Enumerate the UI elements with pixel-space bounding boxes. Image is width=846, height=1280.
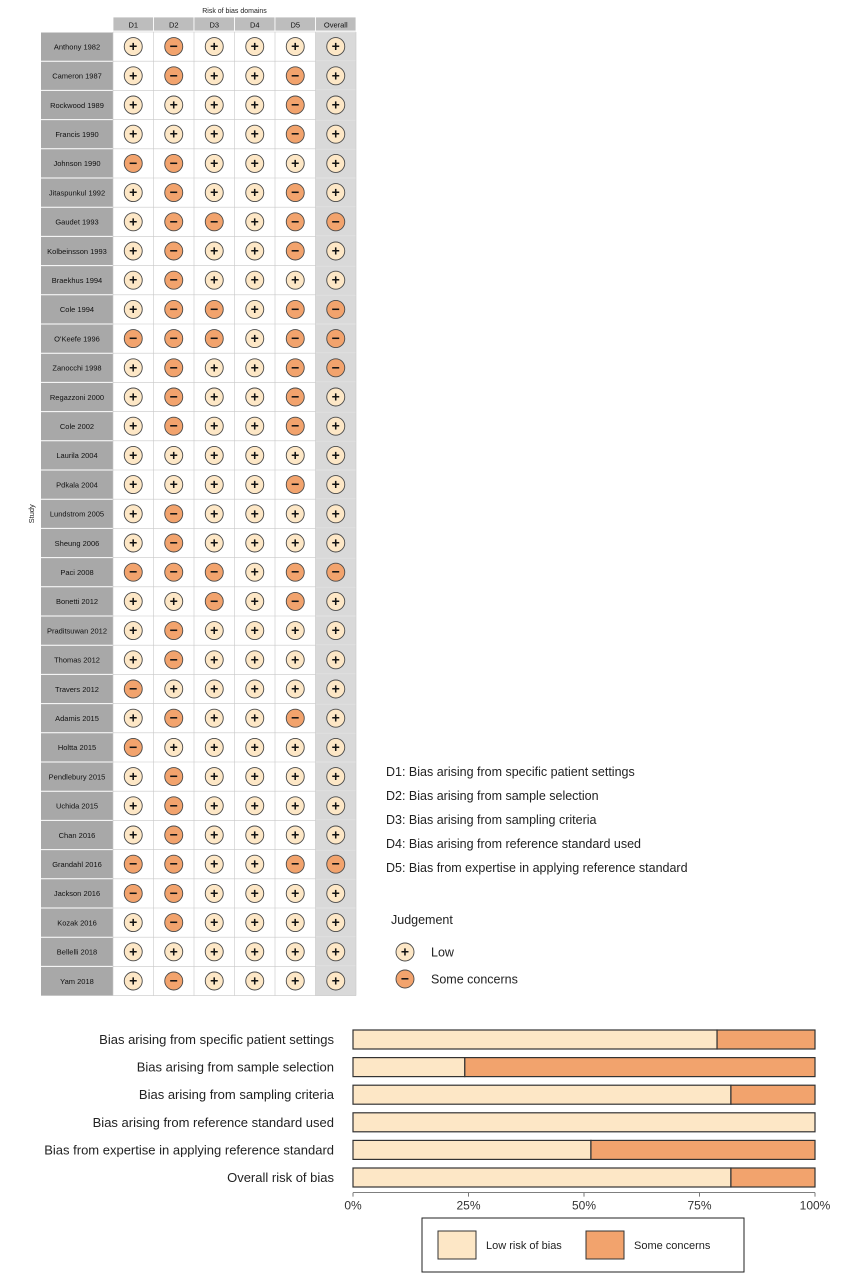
- minus-icon: −: [291, 388, 300, 405]
- plus-icon: +: [250, 622, 259, 639]
- minus-icon: −: [291, 476, 300, 493]
- plus-icon: +: [129, 184, 138, 201]
- x-tick-label: 25%: [456, 1198, 481, 1213]
- study-name: Cameron 1987: [52, 71, 102, 81]
- plus-icon: +: [210, 855, 219, 872]
- plus-icon: +: [210, 184, 219, 201]
- minus-icon: −: [169, 38, 178, 55]
- minus-icon: −: [129, 738, 138, 755]
- plus-icon: +: [129, 651, 138, 668]
- bar-category-label: Bias arising from sampling criteria: [138, 1087, 334, 1103]
- plus-icon: +: [129, 709, 138, 726]
- study-name: Cole 2002: [59, 422, 95, 431]
- plus-icon: +: [250, 300, 259, 317]
- plus-icon: +: [331, 738, 340, 755]
- plus-icon: +: [250, 592, 259, 609]
- minus-icon: −: [291, 184, 300, 201]
- x-tick-label: 100%: [799, 1198, 831, 1213]
- plus-icon: +: [291, 446, 300, 463]
- plus-icon: +: [291, 38, 300, 55]
- study-name: O'Keefe 1996: [54, 334, 100, 344]
- plus-icon: +: [129, 359, 138, 376]
- plus-icon: +: [331, 96, 340, 113]
- bar-legend-label: Some concerns: [634, 1240, 711, 1252]
- study-name: Chan 2016: [58, 830, 96, 840]
- domain-legend-item: D5: Bias from expertise in applying reference standard: [386, 861, 688, 875]
- column-header: Overall: [323, 20, 348, 30]
- minus-icon: −: [291, 300, 300, 317]
- x-tick-label: 50%: [571, 1198, 597, 1213]
- study-name: Jitaspunkul 1992: [48, 188, 106, 198]
- minus-icon: −: [291, 563, 300, 580]
- plus-icon: +: [331, 826, 340, 843]
- plus-icon: +: [250, 446, 259, 463]
- column-header: D2: [168, 20, 179, 30]
- some-concerns-bar-segment: [717, 1030, 815, 1049]
- plus-icon: +: [169, 738, 178, 755]
- plus-icon: +: [210, 446, 219, 463]
- plus-icon: +: [331, 884, 340, 901]
- low-risk-bar-segment: [353, 1030, 717, 1049]
- minus-icon: −: [210, 300, 219, 317]
- plus-icon: +: [210, 622, 219, 639]
- study-name: Jackson 2016: [53, 889, 101, 899]
- bar-category-label: Bias arising from reference standard used: [92, 1114, 334, 1130]
- plus-icon: +: [169, 125, 178, 142]
- plus-icon: +: [250, 855, 259, 872]
- study-name: Sheung 2006: [54, 538, 100, 548]
- plus-icon: +: [250, 213, 259, 230]
- study-name: Praditsuwan 2012: [46, 626, 108, 636]
- plus-icon: +: [129, 943, 138, 960]
- plus-icon: +: [129, 388, 138, 405]
- plus-icon: +: [210, 651, 219, 668]
- judgement-label: Some concerns: [431, 972, 518, 987]
- plus-icon: +: [129, 592, 138, 609]
- minus-icon: −: [169, 184, 178, 201]
- minus-icon: −: [169, 534, 178, 551]
- minus-icon: −: [129, 154, 138, 171]
- minus-icon: −: [210, 592, 219, 609]
- plus-icon: +: [250, 563, 259, 580]
- study-name: Anthony 1982: [53, 42, 101, 52]
- plus-icon: +: [331, 125, 340, 142]
- minus-icon: −: [291, 709, 300, 726]
- minus-icon: −: [129, 680, 138, 697]
- plus-icon: +: [291, 768, 300, 785]
- minus-icon: −: [169, 563, 178, 580]
- some-concerns-bar-segment: [591, 1140, 815, 1159]
- minus-icon: −: [291, 67, 300, 84]
- minus-icon: −: [169, 388, 178, 405]
- plus-icon: +: [331, 592, 340, 609]
- study-name: Uchida 2015: [55, 801, 99, 811]
- plus-icon: +: [331, 709, 340, 726]
- column-header: D4: [249, 20, 260, 30]
- plus-icon: +: [250, 242, 259, 259]
- plus-icon: +: [129, 505, 138, 522]
- plus-icon: +: [210, 417, 219, 434]
- domain-legend-item: D2: Bias arising from sample selection: [386, 789, 599, 803]
- plus-icon: +: [210, 388, 219, 405]
- plus-icon: +: [210, 476, 219, 493]
- plus-icon: +: [129, 125, 138, 142]
- plus-icon: +: [129, 242, 138, 259]
- plus-icon: +: [169, 592, 178, 609]
- study-name: Gaudet 1993: [55, 217, 99, 227]
- minus-icon: −: [331, 300, 340, 317]
- plus-icon: +: [331, 943, 340, 960]
- study-name: Paci 2008: [60, 568, 94, 577]
- study-name: Francis 1990: [55, 130, 99, 139]
- plus-icon: +: [250, 505, 259, 522]
- summary-bar-chart: [44, 1030, 830, 1272]
- domain-legend: [386, 765, 688, 875]
- minus-icon: −: [400, 970, 410, 987]
- judgement-legend: [391, 913, 518, 988]
- study-name: Zanocchi 1998: [52, 363, 102, 373]
- minus-icon: −: [291, 330, 300, 347]
- plus-icon: +: [129, 67, 138, 84]
- plus-icon: +: [250, 38, 259, 55]
- minus-icon: −: [331, 563, 340, 580]
- plus-icon: +: [250, 184, 259, 201]
- plus-icon: +: [129, 768, 138, 785]
- study-name: Adamis 2015: [55, 714, 99, 723]
- minus-icon: −: [331, 359, 340, 376]
- some-concerns-bar-segment: [731, 1085, 815, 1104]
- minus-icon: −: [169, 797, 178, 814]
- plus-icon: +: [250, 534, 259, 551]
- plus-icon: +: [331, 914, 340, 931]
- plus-icon: +: [250, 768, 259, 785]
- study-name: Laurila 2004: [56, 451, 98, 461]
- plus-icon: +: [250, 680, 259, 697]
- plus-icon: +: [250, 476, 259, 493]
- plus-icon: +: [210, 884, 219, 901]
- some-concerns-legend-swatch: [586, 1231, 624, 1259]
- study-name: Pdkala 2004: [56, 480, 98, 490]
- plus-icon: +: [331, 680, 340, 697]
- plus-icon: +: [331, 417, 340, 434]
- plus-icon: +: [250, 359, 259, 376]
- minus-icon: −: [331, 330, 340, 347]
- plus-icon: +: [210, 534, 219, 551]
- study-name: Regazzoni 2000: [49, 392, 105, 402]
- plus-icon: +: [210, 972, 219, 989]
- plus-icon: +: [129, 213, 138, 230]
- plus-icon: +: [210, 271, 219, 288]
- minus-icon: −: [169, 768, 178, 785]
- minus-icon: −: [169, 242, 178, 259]
- plus-icon: +: [129, 300, 138, 317]
- minus-icon: −: [169, 884, 178, 901]
- domain-legend-item: D1: Bias arising from specific patient settings: [386, 765, 635, 779]
- judgement-label: Low: [431, 945, 454, 960]
- plus-icon: +: [210, 768, 219, 785]
- plus-icon: +: [291, 943, 300, 960]
- minus-icon: −: [169, 855, 178, 872]
- plus-icon: +: [331, 797, 340, 814]
- column-header: D5: [290, 20, 301, 30]
- minus-icon: −: [291, 855, 300, 872]
- plus-icon: +: [129, 446, 138, 463]
- plus-icon: +: [129, 797, 138, 814]
- plus-icon: +: [250, 96, 259, 113]
- study-name: Rockwood 1989: [50, 100, 104, 110]
- plus-icon: +: [331, 388, 340, 405]
- bar-category-label: Overall risk of bias: [227, 1170, 334, 1185]
- study-name: Travers 2012: [55, 684, 99, 694]
- bar-category-label: Bias arising from specific patient settings: [99, 1032, 334, 1047]
- low-risk-legend-swatch: [438, 1231, 476, 1259]
- minus-icon: −: [169, 651, 178, 668]
- plus-icon: +: [169, 446, 178, 463]
- plus-icon: +: [331, 972, 340, 989]
- plus-icon: +: [250, 67, 259, 84]
- minus-icon: −: [169, 505, 178, 522]
- plus-icon: +: [250, 154, 259, 171]
- low-risk-bar-segment: [353, 1058, 465, 1077]
- plus-icon: +: [331, 505, 340, 522]
- minus-icon: −: [129, 884, 138, 901]
- study-name: Johnson 1990: [53, 159, 101, 169]
- bar-legend-label: Low risk of bias: [486, 1240, 562, 1252]
- plus-icon: +: [250, 972, 259, 989]
- plus-icon: +: [250, 826, 259, 843]
- plus-icon: +: [129, 972, 138, 989]
- study-name: Holtta 2015: [57, 743, 97, 753]
- plus-icon: +: [291, 651, 300, 668]
- plus-icon: +: [291, 826, 300, 843]
- plus-icon: +: [331, 242, 340, 259]
- study-name: Kozak 2016: [57, 918, 97, 928]
- study-axis-label: Study: [27, 504, 36, 524]
- plus-icon: +: [129, 38, 138, 55]
- plus-icon: +: [331, 651, 340, 668]
- plus-icon: +: [210, 505, 219, 522]
- plus-icon: +: [400, 943, 410, 960]
- plus-icon: +: [291, 797, 300, 814]
- plus-icon: +: [331, 184, 340, 201]
- plus-icon: +: [291, 622, 300, 639]
- plus-icon: +: [210, 67, 219, 84]
- minus-icon: −: [169, 271, 178, 288]
- minus-icon: −: [169, 300, 178, 317]
- plus-icon: +: [210, 738, 219, 755]
- study-name: Pendlebury 2015: [48, 772, 106, 782]
- plus-icon: +: [129, 622, 138, 639]
- plus-icon: +: [250, 271, 259, 288]
- minus-icon: −: [291, 592, 300, 609]
- domain-legend-item: D3: Bias arising from sampling criteria: [386, 813, 597, 827]
- plus-icon: +: [210, 359, 219, 376]
- plus-icon: +: [169, 476, 178, 493]
- minus-icon: −: [169, 972, 178, 989]
- plus-icon: +: [210, 680, 219, 697]
- minus-icon: −: [291, 242, 300, 259]
- x-tick-label: 0%: [344, 1198, 362, 1213]
- study-name: Kolbeinsson 1993: [47, 246, 107, 256]
- minus-icon: −: [169, 154, 178, 171]
- plus-icon: +: [250, 884, 259, 901]
- column-header: D3: [209, 20, 220, 30]
- study-name: Bonetti 2012: [55, 597, 99, 607]
- plus-icon: +: [129, 534, 138, 551]
- some-concerns-bar-segment: [465, 1058, 815, 1077]
- domain-legend-item: D4: Bias arising from reference standard used: [386, 837, 641, 851]
- plus-icon: +: [210, 826, 219, 843]
- plus-icon: +: [129, 96, 138, 113]
- plus-icon: +: [129, 914, 138, 931]
- plus-icon: +: [169, 943, 178, 960]
- some-concerns-bar-segment: [731, 1168, 815, 1187]
- plus-icon: +: [291, 738, 300, 755]
- minus-icon: −: [169, 417, 178, 434]
- minus-icon: −: [291, 125, 300, 142]
- plus-icon: +: [250, 125, 259, 142]
- low-risk-bar-segment: [353, 1113, 815, 1132]
- plus-icon: +: [291, 505, 300, 522]
- minus-icon: −: [129, 855, 138, 872]
- low-risk-bar-segment: [353, 1140, 591, 1159]
- plus-icon: +: [291, 914, 300, 931]
- study-name: Braekhus 1994: [51, 276, 103, 285]
- plus-icon: +: [331, 446, 340, 463]
- plus-icon: +: [250, 943, 259, 960]
- study-name: Grandahl 2016: [52, 860, 102, 869]
- minus-icon: −: [129, 330, 138, 347]
- plus-icon: +: [331, 768, 340, 785]
- plus-icon: +: [291, 154, 300, 171]
- x-tick-label: 75%: [687, 1198, 712, 1213]
- minus-icon: −: [129, 563, 138, 580]
- plus-icon: +: [210, 125, 219, 142]
- plus-icon: +: [250, 709, 259, 726]
- plus-icon: +: [250, 330, 259, 347]
- plus-icon: +: [169, 96, 178, 113]
- bar-category-label: Bias from expertise in applying reference standard: [44, 1142, 334, 1158]
- minus-icon: −: [210, 213, 219, 230]
- plus-icon: +: [210, 242, 219, 259]
- study-name: Lundstrom 2005: [49, 509, 105, 519]
- plus-icon: +: [331, 67, 340, 84]
- minus-icon: −: [169, 914, 178, 931]
- low-risk-bar-segment: [353, 1168, 731, 1187]
- plus-icon: +: [210, 914, 219, 931]
- plus-icon: +: [331, 476, 340, 493]
- domains-title: Risk of bias domains: [202, 8, 267, 15]
- minus-icon: −: [169, 826, 178, 843]
- minus-icon: −: [331, 855, 340, 872]
- minus-icon: −: [169, 330, 178, 347]
- plus-icon: +: [129, 476, 138, 493]
- minus-icon: −: [291, 213, 300, 230]
- minus-icon: −: [169, 622, 178, 639]
- judgement-title: Judgement: [391, 913, 453, 927]
- minus-icon: −: [291, 359, 300, 376]
- plus-icon: +: [210, 96, 219, 113]
- plus-icon: +: [331, 154, 340, 171]
- plus-icon: +: [331, 622, 340, 639]
- plus-icon: +: [250, 914, 259, 931]
- plus-icon: +: [129, 417, 138, 434]
- study-name: Bellelli 2018: [56, 947, 98, 957]
- minus-icon: −: [291, 417, 300, 434]
- minus-icon: −: [169, 213, 178, 230]
- minus-icon: −: [169, 359, 178, 376]
- plus-icon: +: [250, 738, 259, 755]
- study-name: Yam 2018: [60, 976, 94, 986]
- plus-icon: +: [210, 943, 219, 960]
- minus-icon: −: [169, 67, 178, 84]
- traffic-light-plot: [27, 8, 356, 996]
- minus-icon: −: [331, 213, 340, 230]
- plus-icon: +: [291, 271, 300, 288]
- study-name: Cole 1994: [59, 305, 95, 315]
- low-risk-bar-segment: [353, 1085, 731, 1104]
- plus-icon: +: [291, 680, 300, 697]
- minus-icon: −: [210, 330, 219, 347]
- minus-icon: −: [210, 563, 219, 580]
- plus-icon: +: [250, 651, 259, 668]
- plus-icon: +: [129, 826, 138, 843]
- bar-category-label: Bias arising from sample selection: [136, 1059, 334, 1075]
- plus-icon: +: [129, 271, 138, 288]
- plus-icon: +: [291, 972, 300, 989]
- plus-icon: +: [210, 154, 219, 171]
- minus-icon: −: [169, 709, 178, 726]
- minus-icon: −: [291, 96, 300, 113]
- plus-icon: +: [250, 797, 259, 814]
- study-name: Thomas 2012: [54, 655, 100, 665]
- plus-icon: +: [331, 271, 340, 288]
- plus-icon: +: [291, 884, 300, 901]
- plus-icon: +: [210, 709, 219, 726]
- plus-icon: +: [331, 38, 340, 55]
- plus-icon: +: [331, 534, 340, 551]
- plus-icon: +: [210, 38, 219, 55]
- plus-icon: +: [250, 388, 259, 405]
- plus-icon: +: [169, 680, 178, 697]
- plus-icon: +: [210, 797, 219, 814]
- column-header: D1: [128, 20, 139, 30]
- plus-icon: +: [291, 534, 300, 551]
- plus-icon: +: [250, 417, 259, 434]
